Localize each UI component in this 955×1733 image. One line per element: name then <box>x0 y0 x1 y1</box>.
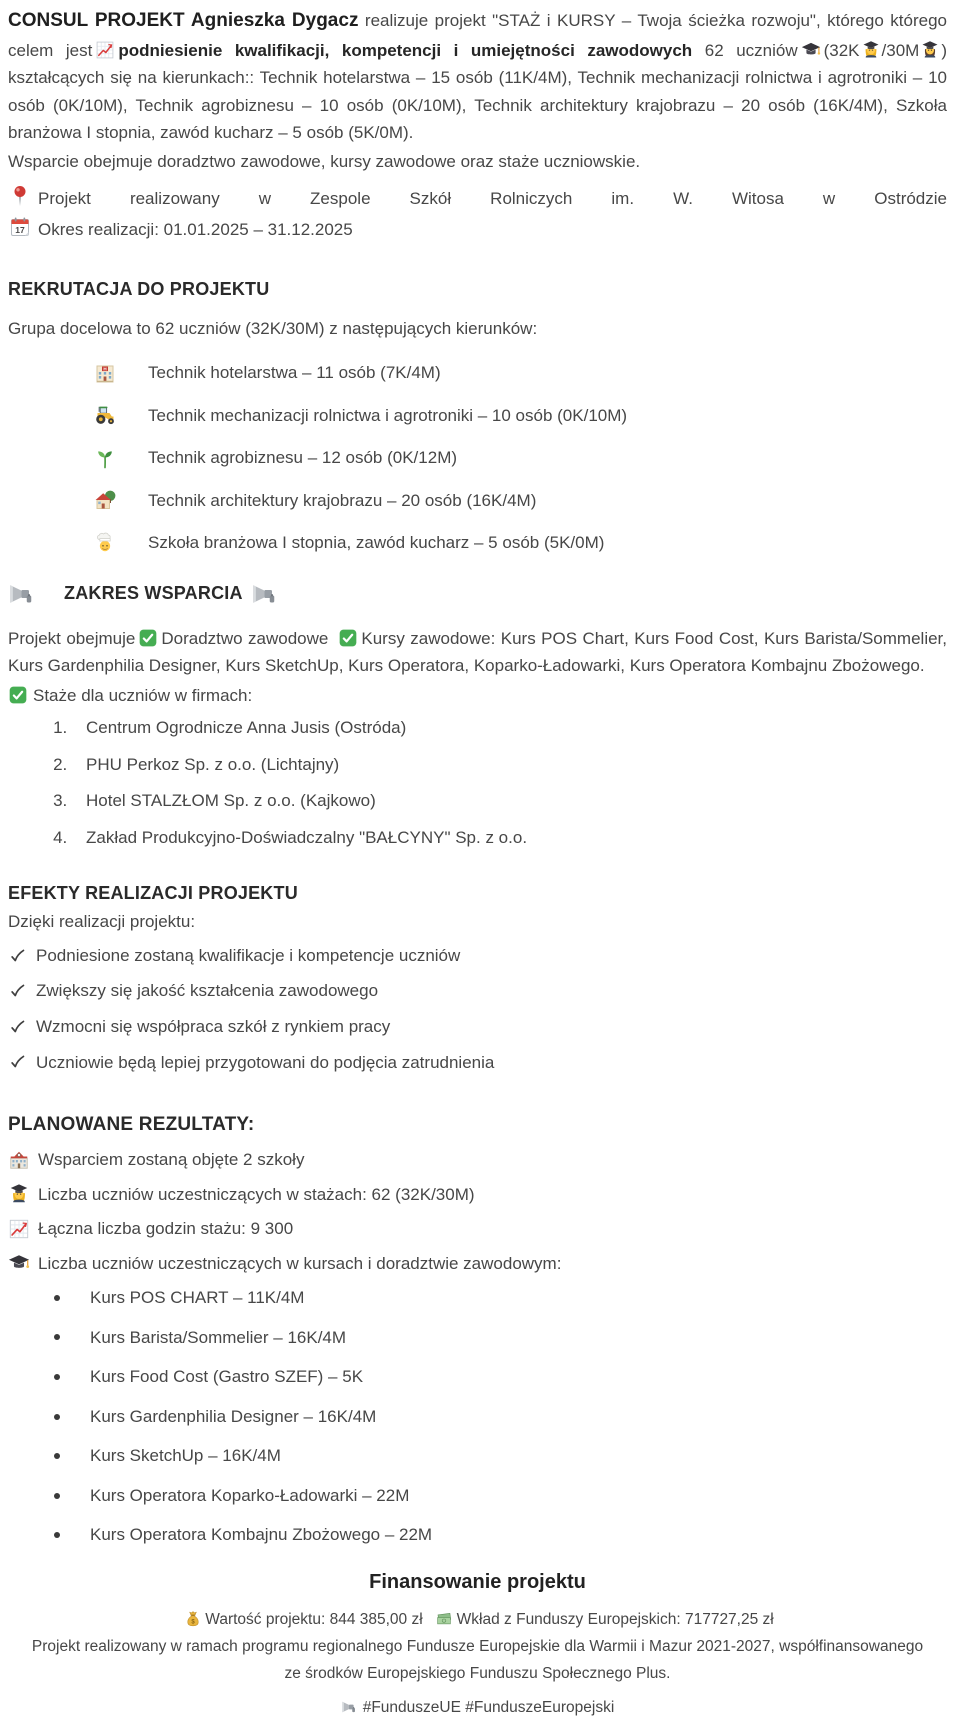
intro-text-4: /30M <box>881 40 920 60</box>
list-item-course <box>8 1284 947 1312</box>
course-text: Kurs SketchUp – 16K/4M <box>90 1446 281 1466</box>
funding-values-line <box>8 1610 947 1629</box>
bullet-dot-icon <box>54 1295 60 1301</box>
kierunek-text: Technik agrobiznesu – 12 osób (0K/12M) <box>148 448 458 468</box>
list-item-rezultat <box>8 1215 947 1243</box>
kierunek-text: Szkoła branżowa I stopnia, zawód kucharz – 5 osób (5K/0M) <box>148 533 605 553</box>
target-group-line: Grupa docelowa to 62 uczniów (32K/30M) z następujących kierunków: <box>8 319 538 339</box>
graduation-cap-icon <box>8 1252 30 1274</box>
list-item-efekt <box>8 1049 947 1077</box>
kierunek-text: Technik hotelarstwa – 11 osób (7K/4M) <box>148 363 441 383</box>
project-value-text: Wartość projektu: 844 385,00 zł <box>205 1610 423 1628</box>
efekt-text: Zwiększy się jakość kształcenia zawodowego <box>36 981 379 1001</box>
list-item-course <box>8 1521 947 1549</box>
company-list <box>8 714 947 851</box>
chart-increasing-icon <box>95 40 115 60</box>
list-item-kierunek <box>8 402 947 430</box>
efekt-text: Uczniowie będą lepiej przygotowani do podjęcia zatrudnienia <box>36 1052 495 1072</box>
woman-student-icon <box>8 1183 30 1205</box>
graduation-cap-icon <box>801 40 821 60</box>
list-item-course <box>8 1324 947 1352</box>
list-item-efekt <box>8 942 947 970</box>
location-line <box>8 184 947 213</box>
tear-off-calendar-icon <box>8 215 32 239</box>
list-item-efekt <box>8 977 947 1005</box>
check-mark-button-icon <box>8 685 28 705</box>
list-item-rezultat <box>8 1181 947 1209</box>
period-line <box>8 215 947 244</box>
check-mark-icon <box>9 947 27 965</box>
loudspeaker-icon <box>251 579 281 609</box>
zakres-item-kursy: Kursy zawodowe: Kurs POS Chart, Kurs Food Cost, Kurs Barista/Sommelier, Kurs Gardenphilia Designer, Kurs SketchUp, Kurs Operatora, Koparko-Ładowarki, Kurs Operatora Kombajnu Zbożowego. <box>8 628 947 676</box>
round-pushpin-icon <box>8 184 32 208</box>
woman-student-icon <box>861 40 881 60</box>
list-item-course <box>8 1442 947 1470</box>
program-description: Projekt realizowany w ramach programu regionalnego Fundusze Europejskie dla Warmii i Mazur 2021-2027, współfinansowanego ze środków Europejskiego Funduszu Społecznego Plus. <box>31 1637 924 1683</box>
intro-paragraph <box>8 6 947 147</box>
check-mark-icon <box>9 1018 27 1036</box>
course-text: Kurs Food Cost (Gastro SZEF) – 5K <box>90 1367 364 1387</box>
bullet-dot-icon <box>54 1453 60 1459</box>
list-item-course <box>8 1403 947 1431</box>
tractor-icon <box>93 403 117 427</box>
bullet-dot-icon <box>54 1532 60 1538</box>
intro-text-2: 62 uczniów <box>692 40 798 60</box>
intro-text-5: ) kształcących się na kierunkach:: Technik hotelarstwa – 15 osób (11K/4M), Technik mechanizacji rolnictwa i agrotroniki – 10 osób (0K/10M), Technik agrobiznesu – 10 osób (0K/10M), Technik architektury krajobrazu – 20 osób (16K/4M), Szkoła branżowa I stopnia, zawód kucharz – 5 osób (5K/0M). <box>8 40 947 143</box>
school-icon <box>8 1149 30 1171</box>
list-item-rezultat <box>8 1146 947 1174</box>
zakres-text-start: Projekt obejmuje <box>8 628 136 648</box>
list-item-kierunek <box>8 529 947 557</box>
list-item-course <box>8 1363 947 1391</box>
loudspeaker-icon <box>8 579 38 609</box>
house-with-garden-icon <box>93 488 117 512</box>
list-item-company: 1. Centrum Ogrodnicze Anna Jusis (Ostróda) <box>72 714 947 742</box>
course-text: Kurs Gardenphilia Designer – 16K/4M <box>90 1406 377 1426</box>
kierunek-text: Technik architektury krajobrazu – 20 osób (16K/4M) <box>148 490 537 510</box>
list-item-efekt <box>8 1013 947 1041</box>
intro-text-1: realizuje projekt "STAŻ i KURSY – Twoja ścieżka rozwoju", którego którego celem jest <box>8 11 947 60</box>
staze-label: Staże dla uczniów w firmach: <box>33 685 253 705</box>
intro-text-3: (32K <box>823 40 860 60</box>
bullet-dot-icon <box>54 1493 60 1499</box>
loudspeaker-icon <box>341 1698 359 1716</box>
efekty-intro: Dzięki realizacji projektu: <box>8 912 196 932</box>
list-item-kierunek <box>8 487 947 515</box>
bullet-dot-icon <box>54 1374 60 1380</box>
efekt-text: Wzmocni się współpraca szkół z rynkiem pracy <box>36 1016 391 1036</box>
period-text: Okres realizacji: 01.01.2025 – 31.12.2025 <box>38 219 353 239</box>
list-item-course <box>8 1482 947 1510</box>
efekt-text: Podniesione zostaną kwalifikacje i kompetencje uczniów <box>36 945 461 965</box>
check-mark-button-icon <box>338 628 358 648</box>
list-item-kierunek <box>8 444 947 472</box>
location-text: Projekt realizowany w Zespole Szkół Rolniczych im. W. Witosa w Ostródzie <box>38 189 947 209</box>
section-heading-rekrutacja: REKRUTACJA DO PROJEKTU <box>8 279 270 300</box>
check-mark-button-icon <box>138 628 158 648</box>
money-bag-icon <box>184 1610 202 1628</box>
section-heading-rezultaty: PLANOWANE REZULTATY: <box>8 1114 255 1136</box>
hotel-icon <box>93 361 117 385</box>
zakres-paragraph <box>8 625 947 680</box>
staze-line <box>8 682 947 710</box>
check-mark-icon <box>9 1053 27 1071</box>
rezultat-text: Liczba uczniów uczestniczących w stażach: 62 (32K/30M) <box>38 1184 475 1204</box>
kierunek-text: Technik mechanizacji rolnictwa i agrotroniki – 10 osób (0K/10M) <box>148 405 628 425</box>
eu-contribution-text: Wkład z Funduszy Europejskich: 717727,25 zł <box>456 1610 774 1628</box>
section-heading-finansowanie: Finansowanie projektu <box>369 1570 586 1593</box>
course-text: Kurs Operatora Kombajnu Zbożowego – 22M <box>90 1525 433 1545</box>
list-item-rezultat <box>8 1250 947 1278</box>
course-text: Kurs Barista/Sommelier – 16K/4M <box>90 1327 347 1347</box>
course-text: Kurs POS CHART – 11K/4M <box>90 1288 305 1308</box>
chart-increasing-icon <box>8 1218 30 1240</box>
section-heading-zakres: ZAKRES WSPARCIA <box>64 583 243 604</box>
rezultat-text: Łączna liczba godzin stażu: 9 300 <box>38 1219 294 1239</box>
rezultat-text: Wsparciem zostaną objęte 2 szkoły <box>38 1150 305 1170</box>
man-student-icon <box>920 40 940 60</box>
list-item-company: 2. PHU Perkoz Sp. z o.o. (Lichtajny) <box>72 751 947 779</box>
section-heading-efekty: EFEKTY REALIZACJI PROJEKTU <box>8 883 298 904</box>
bullet-dot-icon <box>54 1414 60 1420</box>
banknotes-icon <box>435 1610 453 1628</box>
project-goal: podniesienie kwalifikacji, kompetencji i umiejętności zawodowych <box>118 40 693 60</box>
company-name: CONSUL PROJEKT Agnieszka Dygacz <box>8 10 359 31</box>
zakres-item-doradztwo: Doradztwo zawodowe <box>161 628 329 648</box>
bullet-dot-icon <box>54 1334 60 1340</box>
hashtags-line <box>8 1698 947 1717</box>
check-mark-icon <box>9 982 27 1000</box>
hashtags-text: #FunduszeUE #FunduszeEuropejski <box>362 1699 615 1717</box>
list-item-company: 3. Hotel STALZŁOM Sp. z o.o. (Kajkowo) <box>72 787 947 815</box>
list-item-kierunek <box>8 359 947 387</box>
support-summary-line: Wsparcie obejmuje doradztwo zawodowe, kursy zawodowe oraz staże uczniowskie. <box>8 151 641 171</box>
section-heading-zakres-row <box>8 579 947 609</box>
rezultat-text: Liczba uczniów uczestniczących w kursach i doradztwie zawodowym: <box>38 1253 562 1273</box>
cook-icon <box>93 531 117 555</box>
seedling-icon <box>93 446 117 470</box>
list-item-company: 4. Zakład Produkcyjno-Doświadczalny "BAŁCYNY" Sp. z o.o. <box>72 824 947 852</box>
course-text: Kurs Operatora Koparko-Ładowarki – 22M <box>90 1485 410 1505</box>
